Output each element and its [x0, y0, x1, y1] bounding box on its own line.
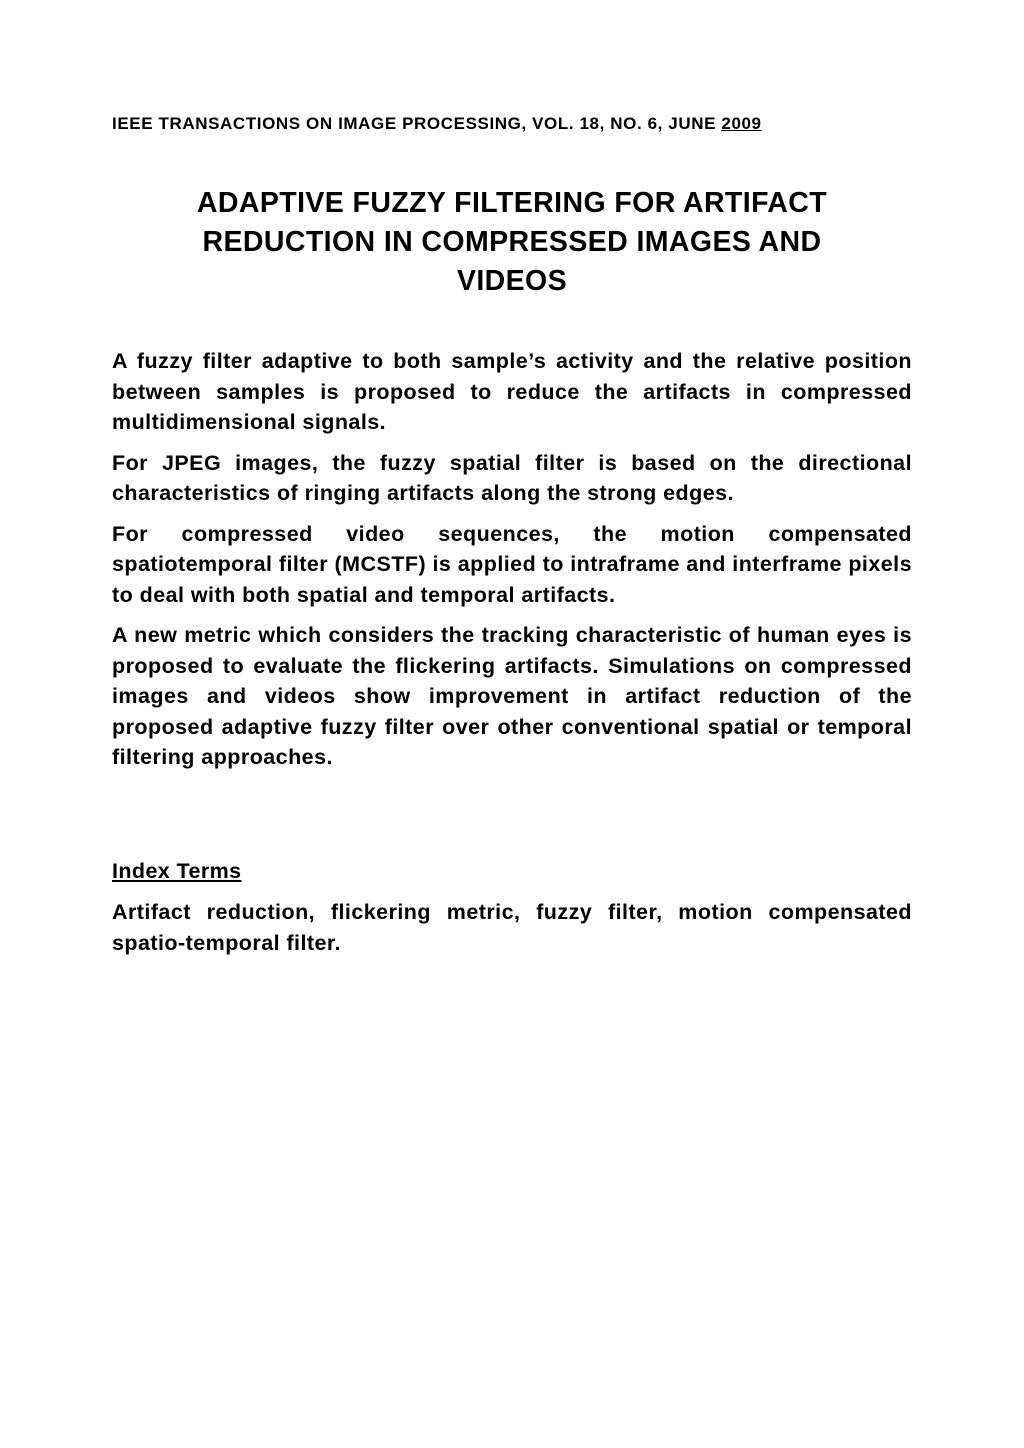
journal-header [112, 112, 912, 136]
journal-year: 2009 [721, 114, 762, 133]
abstract-paragraph-3: For compressed video sequences, the motion compensated spatiotemporal filter (MCSTF) is applied to intraframe and interframe pixels to deal with both spatial and temporal artifacts. [112, 521, 912, 607]
title-line-3: VIDEOS [456, 265, 568, 297]
title-line-2: REDUCTION IN COMPRESSED IMAGES AND [202, 226, 822, 258]
paper-title [112, 184, 912, 301]
title-line-1: ADAPTIVE FUZZY FILTERING FOR ARTIFACT [196, 187, 828, 219]
index-terms-heading: Index Terms [112, 859, 242, 883]
abstract-paragraph-1: A fuzzy filter adaptive to both sample’s activity and the relative position between samples is proposed to reduce the artifacts in compressed multidimensional signals. [112, 349, 912, 434]
journal-citation: IEEE TRANSACTIONS ON IMAGE PROCESSING, VOL. 18, NO. 6, JUNE [112, 114, 722, 133]
abstract-paragraph-4: A new metric which considers the tracking characteristic of human eyes is proposed to evaluate the flickering artifacts. Simulations on compressed images and videos show improvement in artifact reduction of the proposed adaptive fuzzy filter over other conventional spatial or temporal filtering approaches. [112, 623, 912, 769]
abstract-paragraph-2: For JPEG images, the fuzzy spatial filter is based on the directional characteristics of ringing artifacts along the strong edges. [112, 450, 912, 505]
index-terms-text: Artifact reduction, flickering metric, fuzzy filter, motion compensated spatio-temporal filter. [112, 900, 912, 955]
abstract [112, 346, 912, 783]
